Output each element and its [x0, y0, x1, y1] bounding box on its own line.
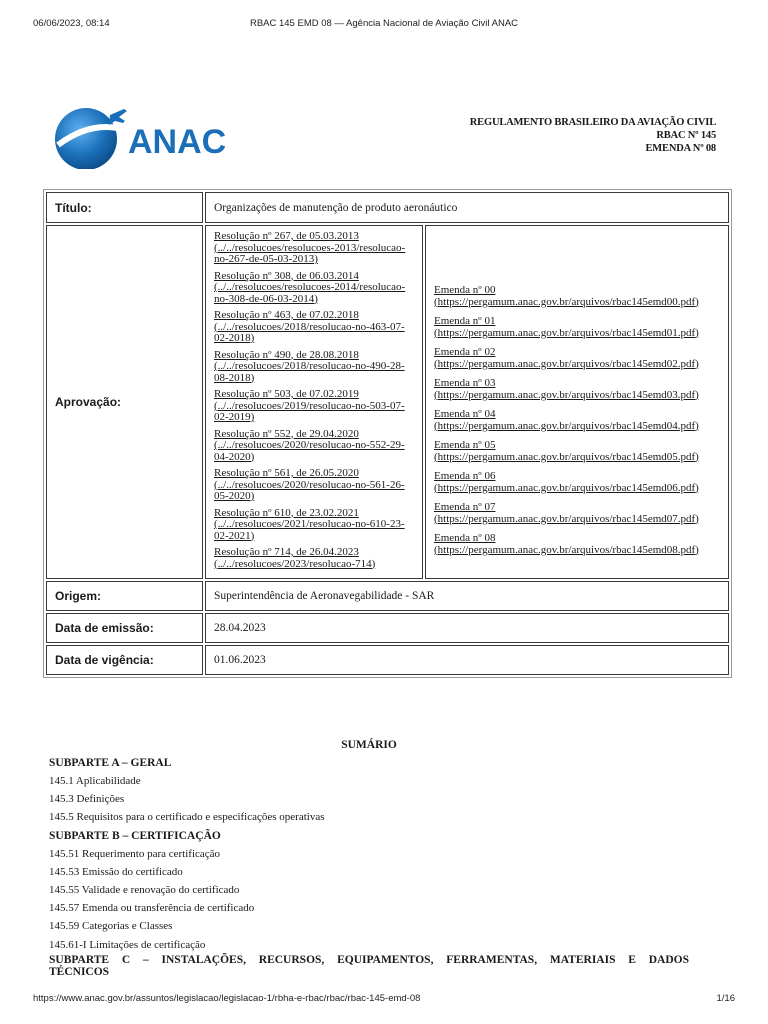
- print-page-title: RBAC 145 EMD 08 — Agência Nacional de Aviação Civil ANAC: [249, 18, 519, 29]
- emenda-link[interactable]: Emenda nº 07 (https://pergamum.anac.gov.br/arquivos/rbac145emd07.pdf): [434, 501, 699, 525]
- subpart-c-heading-cont: TÉCNICOS: [49, 965, 110, 978]
- resolucao-link[interactable]: Resolução nº 552, de 29.04.2020 (../../resolucoes/2020/resolucao-no-552-29-04-2020): [214, 427, 405, 463]
- origem-value: Superintendência de Aeronavegabilidade - SAR: [205, 581, 729, 611]
- list-item: 145.3 Definições: [49, 793, 125, 806]
- emenda-link[interactable]: Emenda nº 06 (https://pergamum.anac.gov.br/arquivos/rbac145emd06.pdf): [434, 470, 699, 494]
- resolucao-link[interactable]: Resolução nº 463, de 07.02.2018 (../../resolucoes/2018/resolucao-no-463-07-02-2018): [214, 309, 405, 344]
- list-item[interactable]: [434, 285, 720, 308]
- summary-section: [49, 739, 689, 978]
- emenda-link[interactable]: Emenda nº 01 (https://pergamum.anac.gov.br/arquivos/rbac145emd01.pdf): [434, 315, 699, 339]
- list-item[interactable]: [434, 471, 720, 494]
- list-item[interactable]: [434, 378, 720, 401]
- resolucao-link[interactable]: Resolução nº 714, de 26.04.2023 (../../resolucoes/2023/resolucao-714): [214, 546, 376, 570]
- emendas-list: [434, 226, 720, 556]
- print-datetime: 06/06/2023, 08:14: [33, 18, 110, 29]
- list-item: 145.55 Validade e renovação do certificado: [49, 884, 240, 897]
- resolucao-link[interactable]: Resolução nº 561, de 26.05.2020 (../../resolucoes/2020/resolucao-no-561-26-05-2020): [214, 467, 405, 502]
- resolucoes-list: [214, 226, 414, 578]
- aprovacao-label: Aprovação:: [46, 225, 203, 579]
- list-item[interactable]: [214, 468, 414, 503]
- regulation-title: REGULAMENTO BRASILEIRO DA AVIAÇÃO CIVIL: [469, 117, 716, 128]
- subpart-c-heading: SUBPARTE C – INSTALAÇÕES, RECURSOS, EQUIPAMENTOS, FERRAMENTAS, MATERIAIS E DADOS: [49, 953, 689, 966]
- list-item: 145.5 Requisitos para o certificado e especificações operativas: [49, 811, 325, 824]
- list-item[interactable]: [214, 350, 414, 385]
- list-item: 145.53 Emissão do certificado: [49, 865, 183, 878]
- list-item[interactable]: [434, 316, 720, 339]
- list-item[interactable]: [434, 533, 720, 556]
- emenda-link[interactable]: Emenda nº 00 (https://pergamum.anac.gov.br/arquivos/rbac145emd00.pdf): [434, 284, 699, 308]
- list-item[interactable]: [214, 389, 414, 424]
- emenda-link[interactable]: Emenda nº 05 (https://pergamum.anac.gov.br/arquivos/rbac145emd05.pdf): [434, 439, 699, 463]
- list-item[interactable]: [214, 547, 414, 570]
- emissao-label: Data de emissão:: [46, 613, 203, 643]
- list-item[interactable]: [214, 231, 414, 266]
- list-item[interactable]: [214, 508, 414, 543]
- list-item: 145.51 Requerimento para certificação: [49, 847, 221, 860]
- list-item[interactable]: [434, 347, 720, 370]
- resolucoes-cell: [205, 225, 423, 579]
- subpart-b-heading: SUBPARTE B – CERTIFICAÇÃO: [49, 829, 221, 842]
- list-item[interactable]: [214, 429, 414, 464]
- list-item[interactable]: [434, 409, 720, 432]
- emendas-cell: [425, 225, 729, 579]
- regulation-number: RBAC Nº 145: [656, 130, 716, 141]
- titulo-label: Título:: [46, 192, 203, 223]
- vigencia-label: Data de vigência:: [46, 645, 203, 675]
- resolucao-link[interactable]: Resolução nº 490, de 28.08.2018 (../../resolucoes/2018/resolucao-no-490-28-08-2018): [214, 348, 405, 384]
- origem-label: Origem:: [46, 581, 203, 611]
- emenda-link[interactable]: Emenda nº 08 (https://pergamum.anac.gov.br/arquivos/rbac145emd08.pdf): [434, 532, 699, 556]
- subpart-a-heading: SUBPARTE A – GERAL: [49, 757, 172, 769]
- list-item: 145.57 Emenda ou transferência de certificado: [49, 902, 255, 915]
- vigencia-value: 01.06.2023: [205, 645, 729, 675]
- list-item: 145.59 Categorias e Classes: [49, 920, 173, 933]
- resolucao-link[interactable]: Resolução nº 267, de 05.03.2013 (../../resolucoes/resolucoes-2013/resolucao-no-267-de-05-03-2013): [214, 230, 406, 265]
- list-item[interactable]: [434, 502, 720, 525]
- emenda-link[interactable]: Emenda nº 02 (https://pergamum.anac.gov.br/arquivos/rbac145emd02.pdf): [434, 346, 699, 370]
- list-item[interactable]: [214, 310, 414, 345]
- titulo-value: Organizações de manutenção de produto aeronáutico: [205, 192, 729, 223]
- logo-text: ANAC: [128, 123, 227, 161]
- regulation-header: [470, 116, 716, 155]
- list-item: 145.1 Aplicabilidade: [49, 775, 141, 787]
- list-item: 145.61-I Limitações de certificação: [49, 938, 206, 951]
- list-item[interactable]: [434, 440, 720, 463]
- emenda-link[interactable]: Emenda nº 04 (https://pergamum.anac.gov.br/arquivos/rbac145emd04.pdf): [434, 408, 699, 432]
- resolucao-link[interactable]: Resolução nº 308, de 06.03.2014 (../../resolucoes/resolucoes-2014/resolucao-no-308-de-06-03-2014): [214, 269, 406, 305]
- regulation-amendment: EMENDA Nº 08: [645, 143, 716, 154]
- resolucao-link[interactable]: Resolução nº 503, de 07.02.2019 (../../resolucoes/2019/resolucao-no-503-07-02-2019): [214, 388, 405, 423]
- emenda-link[interactable]: Emenda nº 03 (https://pergamum.anac.gov.br/arquivos/rbac145emd03.pdf): [434, 377, 699, 401]
- anac-logo: [50, 101, 250, 169]
- print-page-number: 1/16: [716, 993, 735, 1004]
- summary-title: SUMÁRIO: [341, 739, 397, 751]
- list-item[interactable]: [214, 271, 414, 306]
- emissao-value: 28.04.2023: [205, 613, 729, 643]
- print-url: https://www.anac.gov.br/assuntos/legislacao/legislacao-1/rbha-e-rbac/rbac/rbac-145-emd-08: [33, 993, 421, 1004]
- resolucao-link[interactable]: Resolução nº 610, de 23.02.2021 (../../resolucoes/2021/resolucao-no-610-23-02-2021): [214, 506, 405, 542]
- info-table: [43, 189, 732, 678]
